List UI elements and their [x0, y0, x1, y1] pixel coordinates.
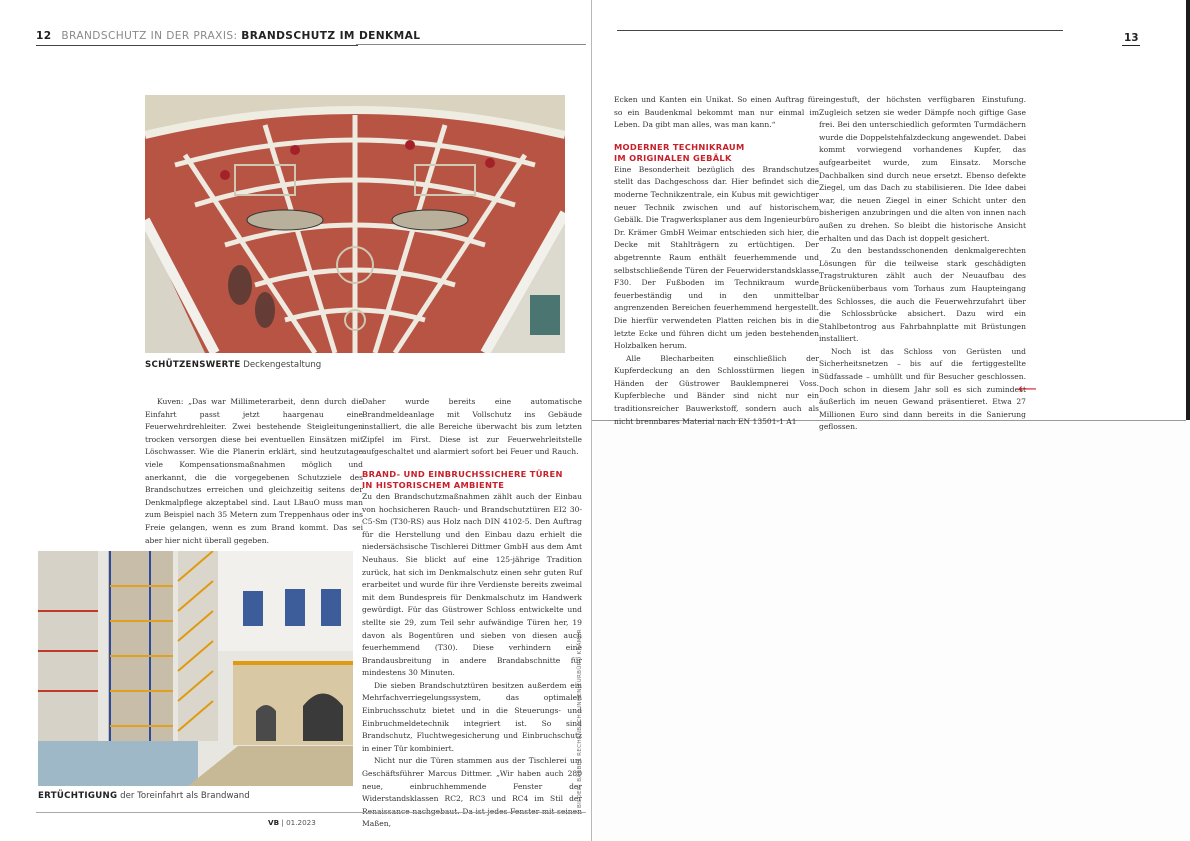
article-column-2	[362, 396, 582, 831]
header-rule	[36, 45, 358, 46]
section-heading-technikraum	[614, 142, 819, 164]
paragraph: Nicht nur die Türen stammen aus der Tischlerei um Geschäftsführer Marcus Dittmer. „Wir haben auch 280 neue, einbruchhemmende Fenster der Widerstandsklassen RC2, RC3 und RC4 im Stil der Maßen,	[362, 756, 582, 829]
article-column-3	[614, 94, 819, 428]
heading-line: MODERNER TECHNIKRAUM	[614, 141, 745, 152]
ceiling-photo-caption	[145, 360, 321, 370]
section-heading-doors	[362, 469, 582, 491]
scaffold-photo	[38, 551, 353, 786]
photo-credit: BILDER: BÄRBEL RECHENBACH | INGENIEURBÜRO KRÄMER	[577, 629, 583, 808]
article-column-1	[145, 396, 363, 547]
paragraph: Zu den Brandschutzmaßnahmen zählt auch der Einbau von hochsicheren Rauch- und Brandschutztüren EI2 30-C5-Sm (T30-RS) aus Holz nach DIN 4102-5. Den Auftrag für die Herstellung und den Einbau dazu erhielt die niedersächsische Tischlerei Dittmer GmbH aus dem Amt Neuhaus. Sie blickt auf eine 125-jährige Tradition zurück, hat sich im Denkmalschutz einen sehr guten Ruf erarbeitet und wurde für ihre Verdienste bereits zweimal mit dem Bundespreis für Denkmalschutz im Handwerk gewürdigt. Für das Güstrower Schloss entwickelte und stellte sie 29, zum Teil sehr aufwändige Türen her, 19 davon als Bogentüren und sieben von diesen auch feuerhemmend (T30). Diese verhindern eine Brandausbreitung in andere Brandabschnitte für mindestens 30 Minuten.	[362, 491, 582, 678]
paragraph: Die sieben Brandschutztüren besitzen außerdem ein Mehrfachverriegelungssystem, das optimalen Einbruchsschutz bietet und in die Steuerungs- und Einbruchmeldetechnik integriert ist. So sind Brandschutz, Fluchtwegesicherung und Einbruchschutz in einer Tür kombiniert.	[362, 680, 582, 753]
scan-background	[593, 421, 1190, 841]
header-title: BRANDSCHUTZ IM DENKMAL	[241, 30, 421, 42]
running-header-left	[36, 30, 421, 50]
footer-separator: |	[281, 818, 284, 827]
issue-number: 01.2023	[286, 818, 316, 827]
caption-text: der Toreinfahrt als Brandwand	[120, 791, 250, 801]
arrow-left-icon: ⟵	[1018, 382, 1037, 397]
page-number-right: 13	[1124, 32, 1139, 44]
header-rule-right	[617, 30, 1063, 31]
paragraph: Ecken und Kanten ein Unikat. So einen Auftrag für so ein Baudenkmal bekommt man nur einmal im Leben. Da gibt man alles, was man kann.“	[614, 95, 819, 130]
heading-line: BRAND- UND EINBRUCHSSICHERE TÜREN	[362, 468, 563, 479]
page-gutter	[591, 0, 592, 841]
page-number-left: 12	[36, 30, 52, 42]
page-edge-shadow	[1186, 0, 1190, 420]
article-column-4	[819, 94, 1026, 434]
paragraph: Noch ist das Schloss von Gerüsten und Sicherheitsnetzen – bis auf die fertiggestellte Südfassade – umhüllt und für Besucher geschlossen. Doch schon in diesem Jahr soll es sich zumindest äußerlich im neuen Gewand präsentieret. Etwa 27 Millionen Euro sind dann bereits in die Sanierung geflossen.	[819, 346, 1026, 432]
caption-text: Deckengestaltung	[243, 360, 322, 370]
paragraph: Zu den bestandsschonenden denkmalgerechten Lösungen für die teilweise stark geschädigten Tragstrukturen zählt auch der Neuaufbau des Brückenüberbaus vom Torhaus zum Haupteingang des Schlosses, die auch die Feuerwehrzufahrt über die Schlossbrücke absichert. Dazu wird ein Stahlbetontrog aus Fahrbahnplatte mit Brüstungen installiert.	[819, 246, 1026, 344]
heading-line: IM ORIGINALEN GEBÄLK	[614, 152, 732, 163]
footer-rule	[36, 812, 586, 813]
paragraph: eingestuft, der höchsten verfügbaren Einstufung. Zugleich setzen sie weder Dämpfe noch giftige Gase frei. Bei den unterschiedlich geformten Turmdächern wurde die Doppelstehfalzdeckung angewendet. Dabei kommt vorwiegend vorhandenes Kupfer, das aufgearbeitet wurde, zum Einsatz. Morsche Dachbalken sind durch neue ersetzt. Ebenso defekte Ziegel, um das Dach zu stabilisieren. Die Idee dabei war, die neuen Ziegel in einer Schicht unter den bisherigen anzubringen und die alten von innen nach außen zu drehen. So bleibt die historische Ansicht erhalten und das Dach ist doppelt gesichert.	[819, 95, 1026, 243]
paragraph: Alle Blecharbeiten einschließlich der Kupferdeckung an den Schlosstürmen liegen in Händen der Güstrower Bauklempnerei Voss. Kupferbleche und Bänder sind nicht nur ein traditionsreicher Bauwerkstoff, sondern auch als nicht brennbares Material nach EN 13501-1 A1	[614, 353, 819, 426]
paragraph: Eine Besonderheit bezüglich des Brandschutzes stellt das Dachgeschoss dar. Hier befindet sich die moderne Technikzentrale, ein Kubus mit gewichtiger neuer Technik zwischen und auf historischem Gebälk. Die Tragwerksplaner aus dem Ingenieurbüro Dr. Krämer GmbH Weimar entschieden sich hier, die Decke mit Stahlträgern zu ertüchtigen. Der abgetrennte Raum enthält feuerhemmende und selbstschließende Türen der Feuerwiderstandsklasse F30. Der Fußboden im Technikraum wurde feuerbeständig und in den unmittelbar angrenzenden Bereichen feuerhemmend hergestellt. Die hierfür verwendeten Platten reichen bis in die letzte Ecke und führen dicht um jeden bestehenden Holzbalken herum.	[614, 164, 819, 351]
heading-line: IN HISTORISCHEM AMBIENTE	[362, 479, 505, 490]
ceiling-photo	[145, 95, 565, 353]
scaffold-photo-caption	[38, 791, 250, 801]
scaffold-illustration	[38, 551, 353, 786]
page-number-underline	[1122, 45, 1140, 46]
header-rule-extension	[356, 44, 586, 45]
paragraph: Kuven: „Das war Millimeterarbeit, denn durch die Einfahrt passt jetzt haargenau eine Feuerwehrdrehleiter. Zwei bestehende Steigleitungen trocken versorgen diese bei eventuellen Einsätzen mit Löschwasser. Wie die Planerin erklärt, sind heutzutage viele Kompensationsmaßnahmen möglich und anerkannt, die die vorgegebenen Schutzziele des Brandschutzes erreichen und gleichzeitig seitens der Denkmalpflege akzeptabel sind. Laut LBauO muss man zum Beispiel nach 35 Metern zum Treppenhaus oder ins Freie gelangen, wenn es zum Brand kommt. Das sei aber hier nicht überall gegeben.	[145, 397, 363, 545]
page-footer	[268, 818, 316, 827]
paragraph: Daher wurde bereits eine automatische Brandmeldeanlage mit Vollschutz ins Gebäude installiert, die alle Bereiche überwacht bis zum letzten Zipfel im First. Diese ist zur Feuerwehrleitstelle aufgeschaltet und alarmiert sofort bei Feuer und Rauch.	[362, 397, 582, 457]
header-section: BRANDSCHUTZ IN DER PRAXIS:	[61, 30, 238, 42]
magazine-name: VB	[268, 818, 280, 827]
ceiling-illustration	[145, 95, 565, 353]
caption-bold: SCHÜTZENSWERTE	[145, 360, 241, 370]
caption-bold: ERTÜCHTIGUNG	[38, 791, 118, 801]
